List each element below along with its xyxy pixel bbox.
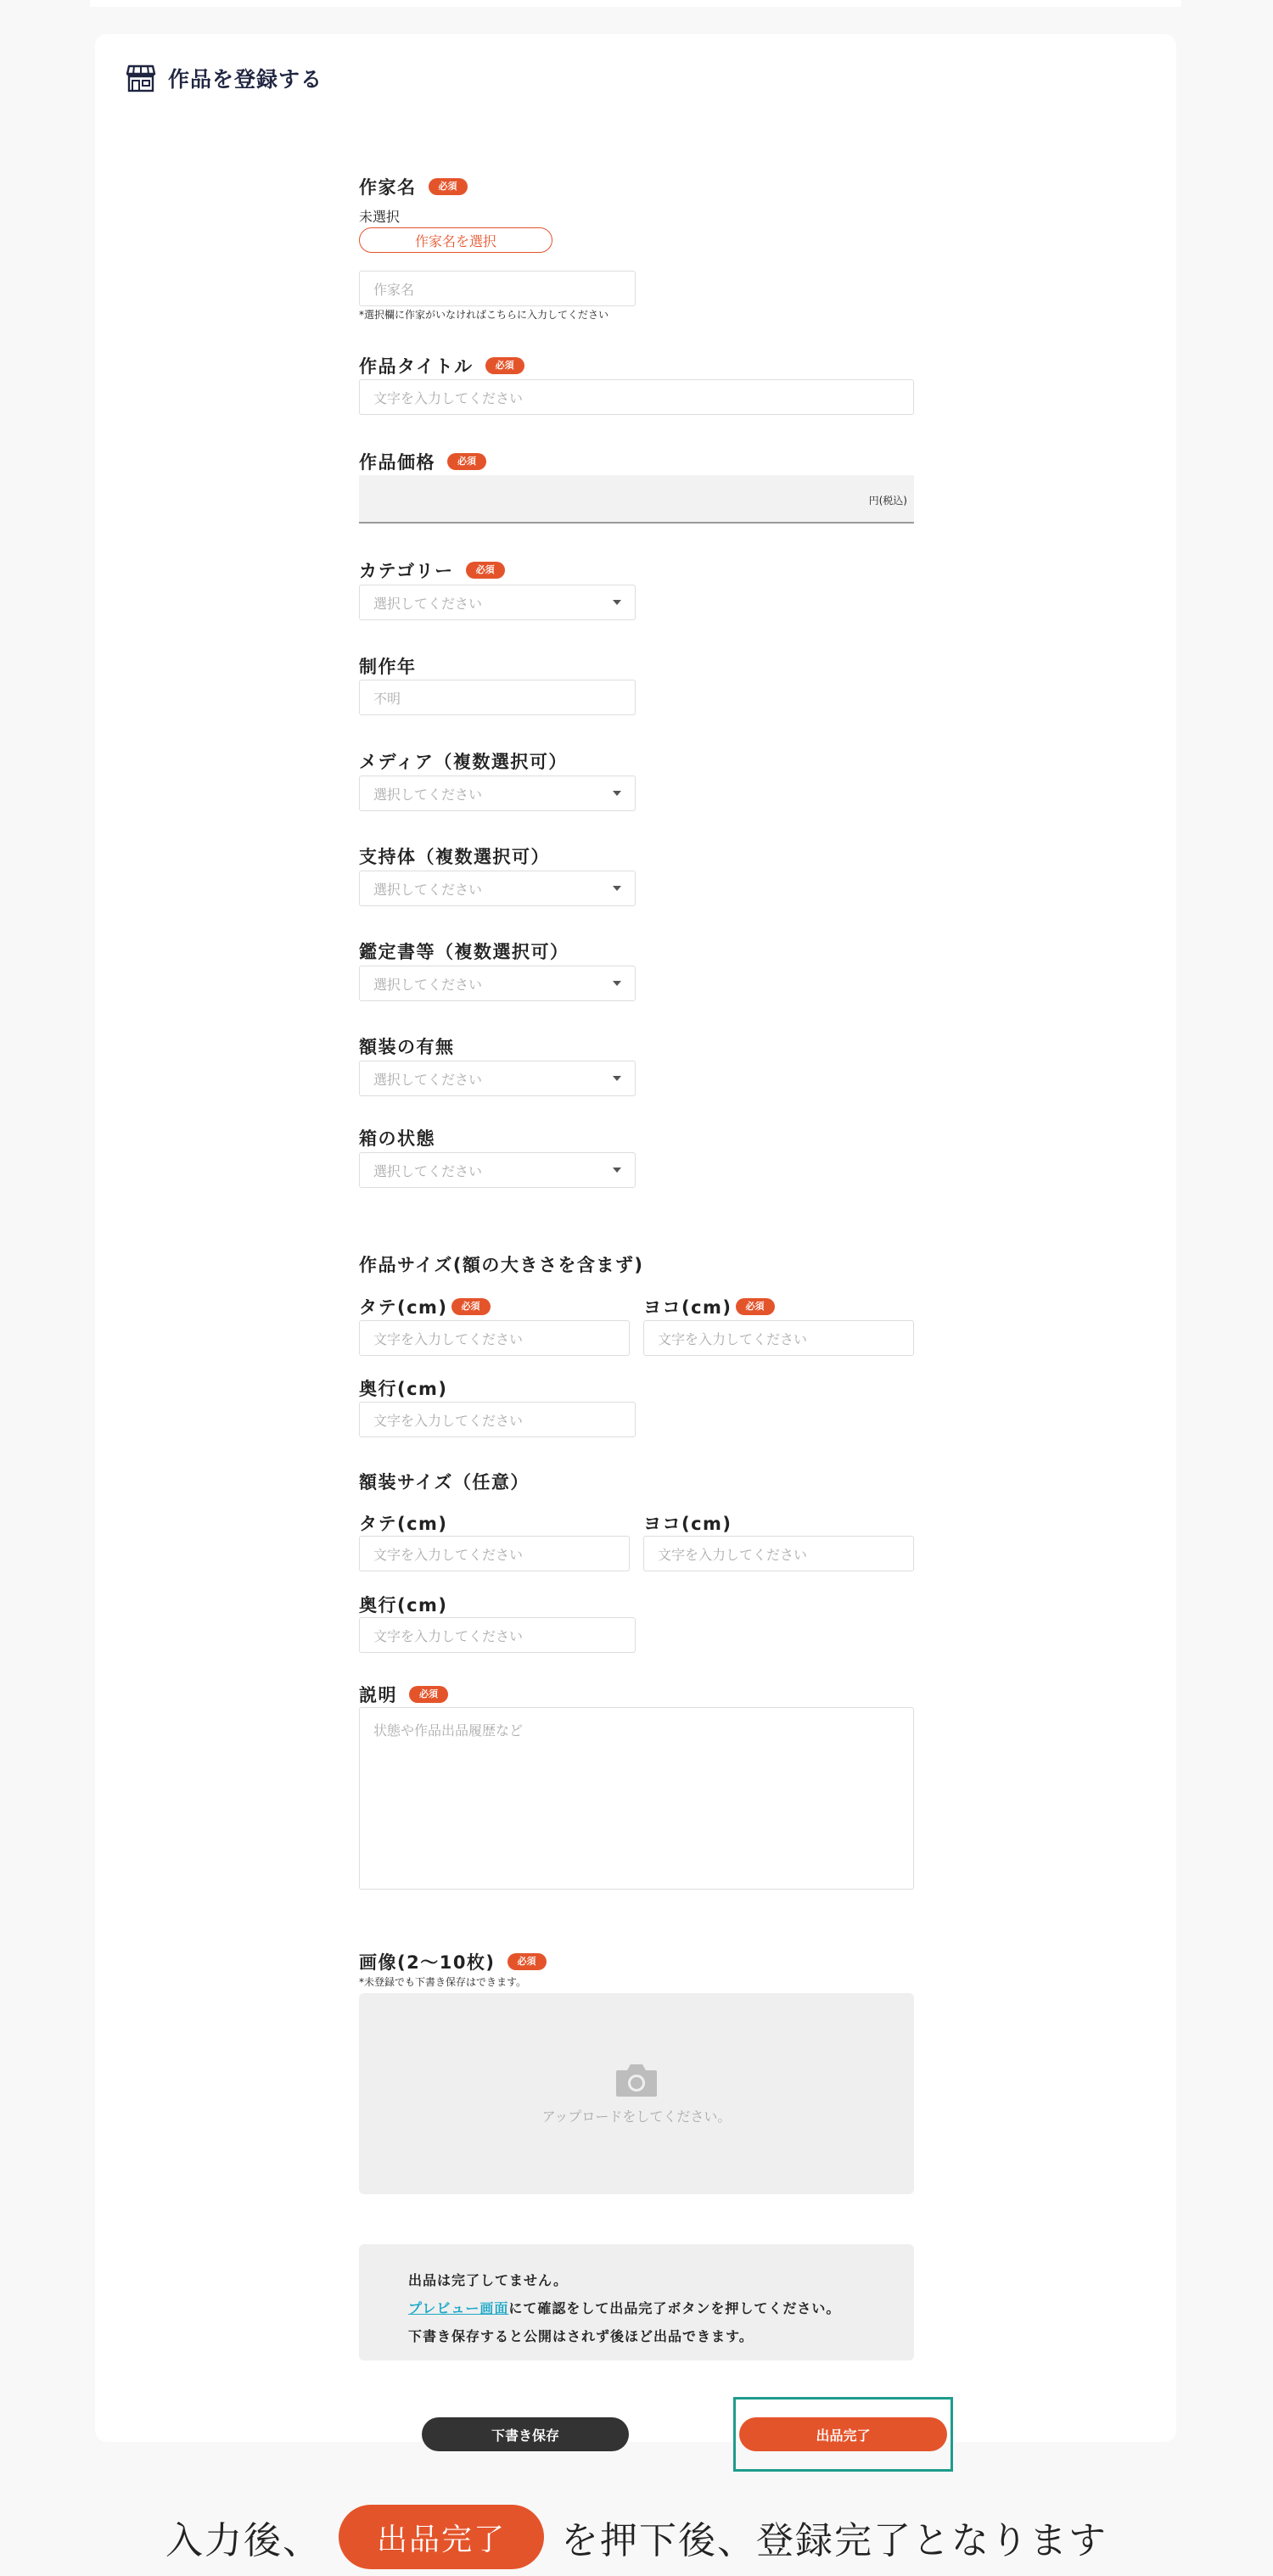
artist-status: 未選択 [359,209,401,225]
required-badge: 必須 [447,453,486,470]
appraisal-select-value: 選択してください [373,976,483,993]
notice-line-3: 下書き保存すると公開はされず後ほど出品できます。 [408,2328,754,2344]
work-height-label [359,1294,491,1319]
title-input[interactable]: 文字を入力してください [359,379,914,415]
artist-label-text: 作家名 [359,177,417,198]
price-input[interactable] [359,475,914,524]
caret-down-icon [613,1168,621,1173]
camera-icon [614,2062,659,2097]
required-badge: 必須 [508,1953,547,1970]
page-title: 作品を登録する [168,67,323,92]
work-width-label [643,1294,775,1319]
caret-down-icon [613,886,621,891]
images-label-text: 画像(2〜10枚) [359,1952,496,1973]
publish-notice [359,2244,914,2360]
category-label [359,557,505,583]
media-label: メディア（複数選択可） [359,752,568,772]
frame-width-input[interactable]: 文字を入力してください [643,1536,914,1571]
required-badge: 必須 [409,1686,448,1703]
caption-publish-button: 出品完了 [339,2505,544,2569]
support-select[interactable] [359,871,636,906]
form-card [95,34,1176,2442]
price-label-text: 作品価格 [359,452,435,473]
select-artist-button[interactable]: 作家名を選択 [359,227,552,253]
work-height-input[interactable]: 文字を入力してください [359,1320,630,1356]
notice-line-2 [408,2294,865,2322]
frame-width-label: ヨコ(cm) [643,1514,732,1534]
images-note: *未登録でも下書き保存はできます。 [359,1976,527,1988]
notice-line-1: 出品は完了してません。 [408,2272,568,2288]
work-width-label-text: ヨコ(cm) [643,1297,732,1318]
framing-select-value: 選択してください [373,1071,483,1088]
framing-select[interactable] [359,1061,636,1096]
year-label: 制作年 [359,657,417,677]
upload-text: アップロードをしてください。 [541,2108,732,2125]
media-select-value: 選択してください [373,786,483,803]
caption-before: 入力後、 [165,2519,322,2562]
work-width-input[interactable]: 文字を入力してください [643,1320,914,1356]
work-depth-label: 奥行(cm) [359,1379,448,1399]
required-badge: 必須 [485,357,524,374]
top-strip [90,0,1181,7]
media-select[interactable] [359,776,636,811]
box-label: 箱の状態 [359,1128,435,1149]
publish-button[interactable]: 出品完了 [739,2417,947,2451]
required-badge: 必須 [451,1298,491,1315]
appraisal-select[interactable] [359,966,636,1001]
frame-depth-label: 奥行(cm) [359,1595,448,1616]
required-badge: 必須 [429,178,468,195]
image-upload-area[interactable] [359,1993,914,2194]
support-select-value: 選択してください [373,881,483,898]
frame-size-heading: 額装サイズ（任意） [359,1472,530,1492]
instruction-caption [0,2505,1273,2569]
title-label-text: 作品タイトル [359,356,474,377]
caret-down-icon [613,1076,621,1081]
images-label [359,1949,547,1974]
description-textarea[interactable]: 状態や作品出品履歴など [359,1707,914,1890]
notice-line-2-text: にて確認をして出品完了ボタンを押してください。 [508,2300,841,2316]
category-select-value: 選択してください [373,595,483,612]
frame-depth-input[interactable]: 文字を入力してください [359,1617,636,1653]
required-badge: 必須 [736,1298,775,1315]
artist-note: *選択欄に作家がいなければこちらに入力してください [359,309,609,321]
box-select[interactable] [359,1152,636,1188]
support-label: 支持体（複数選択可） [359,847,550,867]
caret-down-icon [613,981,621,986]
artist-label [359,174,468,199]
card-header [126,63,322,93]
description-label-text: 説明 [359,1685,397,1705]
framing-label: 額装の有無 [359,1037,455,1057]
save-draft-button[interactable]: 下書き保存 [422,2417,629,2451]
caption-after: を押下後、登録完了となります [561,2519,1108,2562]
description-label [359,1682,448,1707]
frame-height-input[interactable]: 文字を入力してください [359,1536,630,1571]
required-badge: 必須 [466,562,505,579]
work-size-heading: 作品サイズ(額の大きさを含まず) [359,1255,644,1275]
artist-name-input[interactable]: 作家名 [359,271,636,306]
price-unit: 円(税込) [868,495,907,507]
appraisal-label: 鑑定書等（複数選択可） [359,942,569,962]
store-icon [126,63,156,93]
frame-height-label: タテ(cm) [359,1514,448,1534]
work-depth-input[interactable]: 文字を入力してください [359,1402,636,1437]
preview-link[interactable]: プレビュー画面 [408,2300,509,2316]
price-label [359,449,486,474]
caret-down-icon [613,791,621,796]
category-label-text: カテゴリー [359,561,454,581]
title-label [359,353,524,378]
work-height-label-text: タテ(cm) [359,1297,448,1318]
year-input[interactable]: 不明 [359,680,636,715]
caret-down-icon [613,600,621,605]
category-select[interactable] [359,585,636,620]
box-select-value: 選択してください [373,1162,483,1179]
